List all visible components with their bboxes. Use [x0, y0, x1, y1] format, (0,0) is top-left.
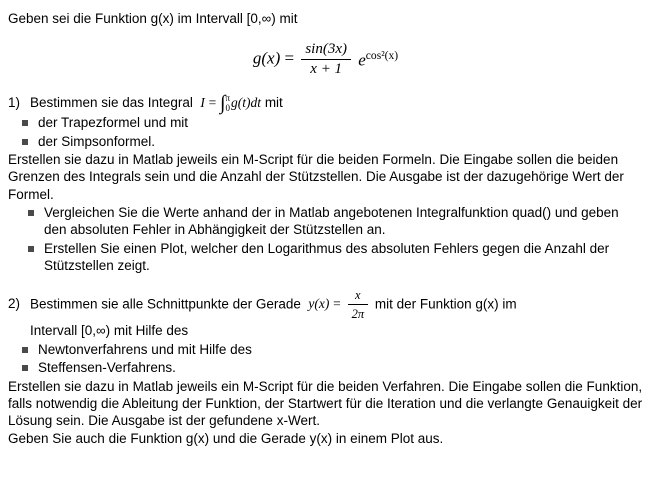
list-item: der Trapezformel und mit — [8, 114, 643, 132]
task-1-integral: I = ∫π 0g(t)dt — [200, 92, 262, 115]
task-1-subbullet-list — [8, 204, 643, 275]
line-lhs: y(x) — [308, 296, 330, 312]
formula-factor-exponent: cos²(x) — [365, 48, 399, 62]
task-1-heading — [8, 94, 643, 113]
task-2-text-middle: mit der Funktion g(x) im — [374, 296, 517, 312]
list-item: Steffensen-Verfahrens. — [8, 359, 643, 377]
task-2-paragraph: Erstellen sie dazu in Matlab jeweils ein M-Script für die beiden Verfahren. Die Eingabe sollen die Funktion, falls notwendig die Ableitung der Funktion, der Startwert für die Iteration und die verlangte Genauigkeit der Lösung sein. Die Ausgabe ist der gefundene x-Wert. — [8, 378, 643, 429]
main-formula — [8, 41, 643, 78]
integral-name: I — [200, 95, 205, 111]
task-2-text-before: Bestimmen sie alle Schnittpunkte der Gerade — [30, 296, 301, 312]
line-equals: = — [333, 296, 341, 312]
integral-limits — [226, 94, 231, 113]
task-1-bullet-list — [8, 114, 643, 150]
integrand: g(t)dt — [231, 95, 262, 111]
task-1-number: 1) — [8, 95, 21, 111]
integral-lower: 0 — [225, 102, 230, 113]
task-2-number: 2) — [8, 296, 21, 312]
list-item: Newtonverfahrens und mit Hilfe des — [8, 341, 643, 359]
intro-text: Geben sei die Funktion g(x) im Intervall [0,∞) mit — [8, 11, 298, 26]
formula-equals: = — [284, 48, 295, 68]
formula-denominator: x + 1 — [310, 61, 343, 78]
list-item: der Simpsonformel. — [8, 133, 643, 151]
formula-numerator: sin(3x) — [301, 41, 351, 60]
task-2-interval-text: Intervall [0,∞) mit Hilfe des — [30, 323, 189, 339]
task-1-text-before: Bestimmen sie das Integral — [30, 95, 193, 111]
line-fraction — [348, 287, 369, 323]
task-2-bullet-list — [8, 341, 643, 377]
task-2-heading — [8, 287, 643, 340]
task-2-closing: Geben Sie auch die Funktion g(x) und die Gerade y(x) in einem Plot aus. — [8, 431, 444, 447]
integral-symbol: ∫ — [220, 92, 226, 115]
formula-exponential — [358, 49, 398, 71]
task-1-paragraph: Erstellen sie dazu in Matlab jeweils ein M-Script für die beiden Formeln. Die Eingabe sollen die beiden Grenzen des Integrals sein und die Anzahl der Stützstellen. Die Ausgabe ist der dazugehörige Wert der Formel. — [8, 152, 624, 202]
integral-upper: π — [225, 93, 231, 104]
list-item: Vergleichen Sie die Werte anhand der in Matlab angebotenen Integralfunktion quad() und geben den absoluten Fehler in Abhängigkeit der Stützstellen an. — [8, 204, 643, 239]
list-item: Erstellen Sie einen Plot, welcher den Logarithmus des absoluten Fehlers gegen die Anzahl der Stützstellen zeigt. — [8, 240, 643, 275]
line-denominator: 2π — [351, 307, 365, 322]
line-numerator: x — [348, 287, 369, 305]
task-1-text-after: mit — [264, 95, 283, 111]
formula-factor-base: e — [358, 50, 366, 70]
formula-lhs: g(x) — [252, 48, 281, 68]
formula-fraction — [301, 41, 351, 78]
